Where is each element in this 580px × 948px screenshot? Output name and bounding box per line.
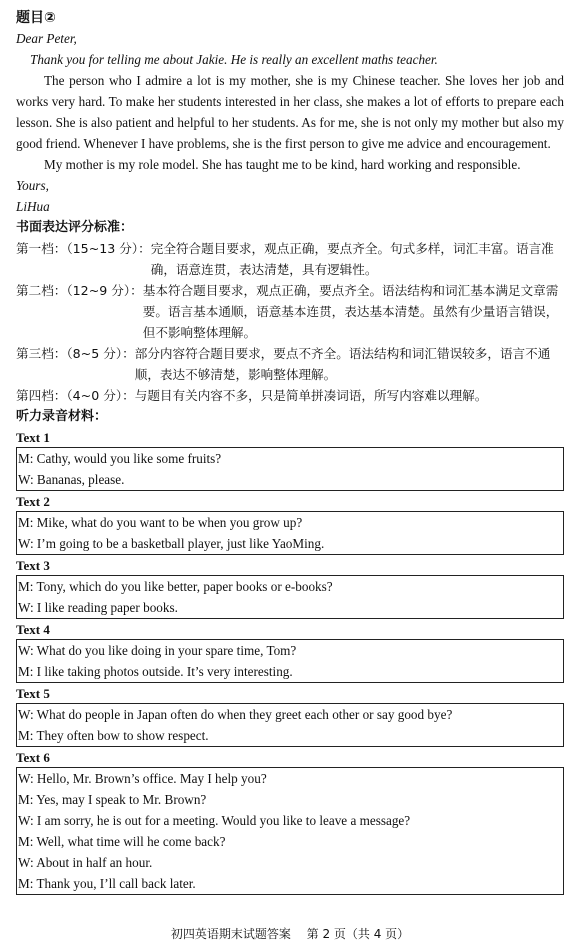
sample-letter <box>16 28 564 217</box>
text-4-label: Text 4 <box>16 622 50 637</box>
dialogue-line: W: Hello, Mr. Brown’s office. May I help you? <box>18 771 267 786</box>
dialogue-line: W: I’m going to be a basketball player, just like YaoMing. <box>18 536 325 551</box>
text-3-label: Text 3 <box>16 558 50 573</box>
text-4-dialogue <box>16 639 564 683</box>
text-6-dialogue <box>16 767 564 895</box>
question-title: 题目② <box>16 10 56 26</box>
dialogue-line: M: Thank you, I’ll call back later. <box>18 876 196 891</box>
criteria-level-1 <box>16 238 564 280</box>
criteria-level-4 <box>16 385 564 406</box>
scoring-criteria <box>16 217 564 406</box>
text-2-label: Text 2 <box>16 494 50 509</box>
dialogue-line: M: I like taking photos outside. It’s very interesting. <box>18 664 293 679</box>
dialogue-line: M: They often bow to show respect. <box>18 728 209 743</box>
letter-salutation: Dear Peter, <box>16 31 77 46</box>
page-footer: 初四英语期末试题答案 第 2 页（共 4 页） <box>170 927 410 941</box>
text-5-label: Text 5 <box>16 686 50 701</box>
text-6-label: Text 6 <box>16 750 50 765</box>
criteria-level-3 <box>16 343 564 385</box>
dialogue-line: M: Cathy, would you like some fruits? <box>18 451 222 466</box>
listening-heading: 听力录音材料： <box>16 409 108 424</box>
level-text: 部分内容符合题目要求，要点不齐全。语法结构和词汇错误较多，语言不通顺，表达不够清楚，影响整体理解。 <box>134 346 551 382</box>
level-text: 完全符合题目要求，观点正确，要点齐全。句式多样，词汇丰富。语言准确，语意连贯，表达清楚，具有逻辑性。 <box>150 241 554 277</box>
answer-page <box>16 8 564 895</box>
level-label: 第二档：（12~9 分）： <box>16 283 143 298</box>
level-text: 基本符合题目要求，观点正确，要点齐全。语法结构和词汇基本满足文章需要。语言基本通顺，语意基本连贯，表达基本清楚。虽然有少量语言错误，但不影响整体理解。 <box>142 283 559 340</box>
text-1-dialogue <box>16 447 564 491</box>
dialogue-line: M: Yes, may I speak to Mr. Brown? <box>18 792 207 807</box>
dialogue-line: M: Mike, what do you want to be when you grow up? <box>18 515 303 530</box>
listening-materials <box>16 406 564 895</box>
text-5-dialogue <box>16 703 564 747</box>
criteria-heading: 书面表达评分标准： <box>16 220 134 235</box>
text-2-dialogue <box>16 511 564 555</box>
dialogue-line: M: Tony, which do you like better, paper books or e-books? <box>18 579 333 594</box>
level-label: 第四档：（4~0 分）： <box>16 388 135 403</box>
level-text: 与题目有关内容不多，只是简单拼凑词语，所写内容难以理解。 <box>134 388 488 403</box>
dialogue-line: W: I am sorry, he is out for a meeting. Would you like to leave a message? <box>18 813 411 828</box>
criteria-level-2 <box>16 280 564 343</box>
letter-paragraph-1: The person who I admire a lot is my mother, she is my Chinese teacher. She loves her job and works very hard. To make her students interested in her class, she makes a lot of efforts to prepare each lesson. She is also patient and helpful to her students. As for me, she is not only my mother but also my good friend. Whenever I have problems, she is the first person to give me advice and encouragement. <box>16 73 564 151</box>
dialogue-line: W: Bananas, please. <box>18 472 125 487</box>
dialogue-line: W: About in half an hour. <box>18 855 153 870</box>
level-label: 第三档：（8~5 分）： <box>16 346 135 361</box>
dialogue-line: W: I like reading paper books. <box>18 600 178 615</box>
text-3-dialogue <box>16 575 564 619</box>
dialogue-line: M: Well, what time will he come back? <box>18 834 226 849</box>
dialogue-line: W: What do people in Japan often do when they greet each other or say good bye? <box>18 707 453 722</box>
letter-closing: Yours, <box>16 178 49 193</box>
letter-paragraph-2: My mother is my role model. She has taught me to be kind, hard working and responsible. <box>44 157 521 172</box>
letter-signature: LiHua <box>16 199 50 214</box>
letter-first-line: Thank you for telling me about Jakie. He is really an excellent maths teacher. <box>30 52 438 67</box>
dialogue-line: W: What do you like doing in your spare time, Tom? <box>18 643 297 658</box>
level-label: 第一档：（15~13 分）： <box>16 241 151 256</box>
text-1-label: Text 1 <box>16 430 50 445</box>
